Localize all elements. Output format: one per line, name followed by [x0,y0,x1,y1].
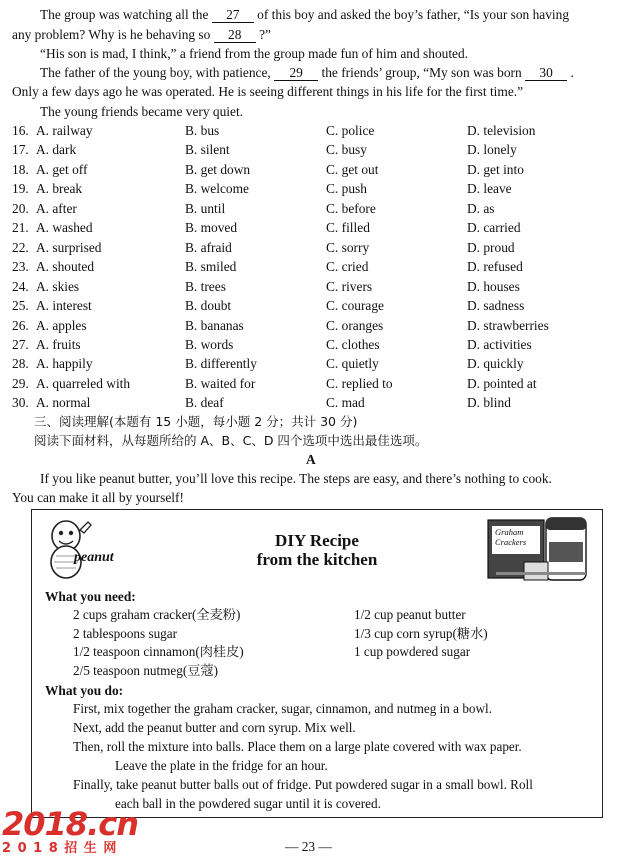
option-c: C. cried [326,259,369,275]
option-c: C. mad [326,395,365,411]
ingredient-item: 1/3 cup corn syrup(糖水) [354,625,488,641]
option-c: C. sorry [326,239,370,255]
do-heading: What you do: [45,683,124,698]
recipe-title: DIY Recipe [275,531,359,550]
option-b: B. deaf [185,395,224,411]
intro-line-2: You can make it all by yourself! [12,490,184,505]
option-b: B. doubt [185,298,232,314]
option-d: D. refused [467,259,523,275]
passage-line-4 [40,65,574,81]
step-line: Next, add the peanut butter and corn syrup. Mix well. [73,720,356,735]
recipe-subtitle: from the kitchen [256,550,378,569]
step-line: each ball in the powdered sugar until it is covered. [115,796,381,811]
question-number: 19. [12,181,29,197]
ingredient-item: 1/2 teaspoon cinnamon(肉桂皮) [73,644,244,659]
option-b: B. differently [185,356,257,372]
intro-line-1: If you like peanut butter, you’ll love this recipe. The steps are easy, and there’s nothing to cook. [40,471,552,486]
option-c: C. courage [326,298,385,314]
question-number: 22. [12,239,29,255]
option-a: A. surprised [36,239,102,255]
question-number: 25. [12,298,29,314]
option-d: D. blind [467,395,511,411]
option-c: C. quietly [326,356,379,372]
option-d: D. get into [467,161,524,177]
question-number: 16. [12,123,29,138]
step-line: Then, roll the mixture into balls. Place them on a large plate covered with wax paper. [73,739,522,754]
option-a: A. shouted [36,259,95,275]
passage-text: The father of the young boy, with patience, [40,65,271,80]
page-number: — 23 — [285,839,332,854]
option-b: B. smiled [185,259,237,275]
section-heading: 三、阅读理解(本题有 15 小题，每小题 2 分；共计 30 分) [34,414,358,429]
question-number: 23. [12,259,29,275]
option-a: A. dark [36,142,77,158]
question-number: 26. [12,317,29,333]
question-number: 28. [12,356,29,372]
option-a: A. break [36,181,83,197]
cracker-box-label: Graham Crackers [495,527,527,547]
option-d: D. leave [467,181,512,197]
option-d: D. activities [467,336,532,352]
passage-text: ?” [259,27,271,42]
option-b: B. words [185,336,234,352]
option-d: D. proud [467,239,515,255]
watermark [2,807,138,856]
passage-text: . [570,65,574,80]
option-d: D. television [467,123,536,138]
graham-cracker-illustration [486,514,596,586]
blank-28: 28 [214,28,256,43]
ingredient-item: 2 tablespoons sugar [73,625,178,641]
option-a: A. skies [36,278,80,294]
part-label: A [306,452,316,467]
need-heading: What you need: [45,589,136,604]
blank-30: 30 [525,66,567,81]
question-number: 18. [12,161,29,177]
option-a: A. after [36,200,77,216]
question-number: 21. [12,220,29,236]
option-d: D. strawberries [467,317,549,333]
cracker-box-icon [486,514,596,586]
passage-text: of this boy and asked the boy’s father, “Is your son having [257,7,570,22]
option-a: A. fruits [36,336,81,352]
watermark-sub: 2 0 1 8 招 生 网 [2,841,118,856]
peanut-logo-text: peanut [74,550,114,565]
passage-text: any problem? Why is he behaving so [12,27,211,42]
question-number: 24. [12,278,29,294]
option-b: B. get down [185,161,251,177]
question-number: 27. [12,336,29,352]
step-line: Leave the plate in the fridge for an hour. [115,758,328,773]
blank-29: 29 [274,66,318,81]
option-d: D. pointed at [467,375,537,391]
option-c: C. replied to [326,375,393,391]
ingredient-item: 1 cup powdered sugar [354,644,471,659]
ingredient-item: 1/2 cup peanut butter [354,607,466,622]
option-b: B. waited for [185,375,256,391]
option-a: A. get off [36,161,88,177]
section-instruction: 阅读下面材料，从每题所给的 A、B、C、D 四个选项中选出最佳选项。 [34,433,428,448]
option-a: A. interest [36,298,92,314]
option-d: D. quickly [467,356,524,372]
option-c: C. oranges [326,317,384,333]
ingredient-item: 2/5 teaspoon nutmeg(豆蔻) [73,662,219,678]
option-b: B. welcome [185,181,249,197]
option-c: C. police [326,123,375,138]
watermark-main: 2018.cn [2,805,138,843]
option-b: B. until [185,200,226,216]
passage-line-3: “His son is mad, I think,” a friend from the group made fun of him and shouted. [40,46,469,61]
recipe-box [31,509,603,818]
question-number: 29. [12,375,29,391]
option-d: D. lonely [467,142,517,158]
passage-text: The group was watching all the [40,7,209,22]
passage-line-6: The young friends became very quiet. [40,104,244,119]
option-c: C. busy [326,142,367,158]
passage-line-5: Only a few days ago he was operated. He is seeing different things in his life for the first time.” [12,84,524,99]
option-c: C. clothes [326,336,380,352]
option-a: A. washed [36,220,93,236]
blank-27: 27 [212,8,254,23]
option-b: B. afraid [185,239,232,255]
option-c: C. before [326,200,376,216]
passage-text: the friends’ group, “My son was born [321,65,522,80]
question-number: 17. [12,142,29,158]
option-c: C. filled [326,220,370,236]
option-a: A. normal [36,395,91,411]
question-number: 20. [12,200,29,216]
option-d: D. sadness [467,298,525,314]
passage-line-1 [40,7,569,23]
option-a: A. apples [36,317,87,333]
option-a: A. quarreled with [36,375,131,391]
option-d: D. as [467,200,495,216]
option-b: B. trees [185,278,226,294]
step-line: First, mix together the graham cracker, sugar, cinnamon, and nutmeg in a bowl. [73,701,492,716]
option-a: A. happily [36,356,93,372]
option-b: B. bananas [185,317,244,333]
option-c: C. push [326,181,367,197]
option-a: A. railway [36,123,93,138]
option-b: B. moved [185,220,238,236]
option-b: B. bus [185,123,220,138]
passage-line-2 [12,27,271,43]
option-d: D. carried [467,220,521,236]
option-b: B. silent [185,142,230,158]
step-line: Finally, take peanut butter balls out of fridge. Put powdered sugar in a small bowl. Roll [73,777,533,792]
ingredient-item: 2 cups graham cracker(全麦粉) [73,607,241,622]
option-c: C. get out [326,161,379,177]
question-number: 30. [12,395,29,411]
option-d: D. houses [467,278,520,294]
option-c: C. rivers [326,278,373,294]
